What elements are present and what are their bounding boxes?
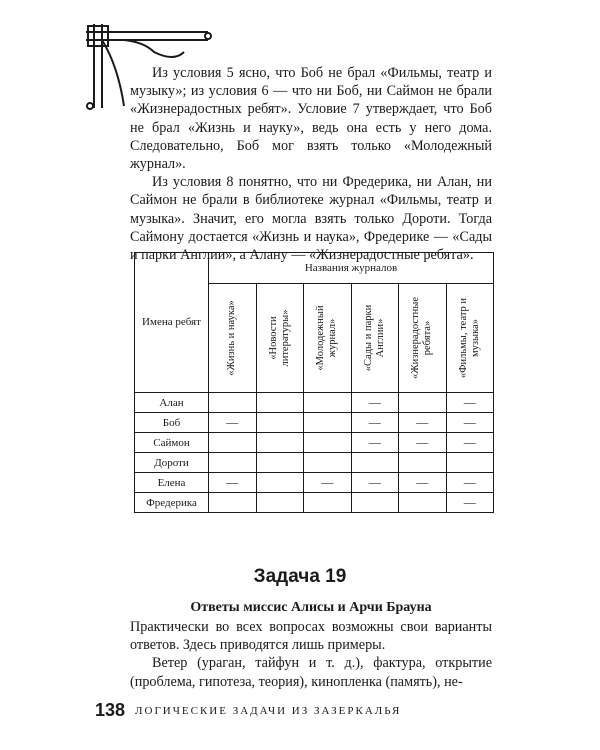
table-cell: [209, 433, 257, 453]
table-cell: [256, 393, 304, 413]
column-header: [304, 284, 352, 393]
table-cell: —: [351, 433, 399, 453]
row-name: Боб: [135, 413, 209, 433]
table-cell: [256, 433, 304, 453]
table-cell: —: [209, 413, 257, 433]
column-header-label: «Молодежный журнал»: [315, 305, 339, 371]
table-cell: —: [209, 473, 257, 493]
row-name: Алан: [135, 393, 209, 413]
table-cell: [256, 473, 304, 493]
table-row: [135, 453, 494, 473]
column-header-label: «Сады и парки Англии»: [362, 304, 386, 372]
page-footer: [95, 700, 401, 721]
column-header: [256, 284, 304, 393]
table-cell: [256, 453, 304, 473]
table-cell: —: [351, 393, 399, 413]
table-cell: —: [446, 433, 494, 453]
table-cell: [351, 453, 399, 473]
table-cell: [209, 393, 257, 413]
table-row: [135, 413, 494, 433]
table-cell: —: [446, 413, 494, 433]
column-header: [209, 284, 257, 393]
task-title: Задача 19: [253, 566, 347, 587]
table-cell: —: [351, 413, 399, 433]
column-header-label: «Новости литературы»: [267, 309, 291, 367]
paragraph: Из условия 8 понятно, что ни Фредерика, ни Алан, ни Саймон не брали в библиотеке журнал «Фильмы, театр и музыка». Значит, его могла взять только Дороти. Тогда Саймону достается «Жизнь и наука», Фредерике — «Сады и парки Англии», а Алану — «Жизнерадостные ребята».: [130, 174, 492, 264]
paragraph: Практически во всех вопросах возможны свои варианты ответов. Здесь приводятся лишь примеры.: [130, 619, 492, 654]
table-cell: —: [351, 473, 399, 493]
table-cell: [256, 413, 304, 433]
table-row: [135, 473, 494, 493]
table-cell: —: [446, 473, 494, 493]
table-cell: —: [446, 393, 494, 413]
magazines-header: Названия журналов: [209, 253, 494, 284]
column-header: [446, 284, 494, 393]
column-header: [399, 284, 447, 393]
table-cell: [304, 433, 352, 453]
table-cell: —: [399, 433, 447, 453]
table-row: [135, 433, 494, 453]
table-cell: [304, 393, 352, 413]
paragraph: Ветер (ураган, тайфун и т. д.), фактура, открытие (проблема, гипотеза, теория), кинопленка (память), не-: [130, 655, 492, 690]
table-cell: —: [446, 493, 494, 513]
table-cell: —: [399, 413, 447, 433]
column-header-label: «Жизнерадостные ребята»: [410, 296, 434, 380]
solution-text: [130, 64, 492, 264]
table-cell: —: [304, 473, 352, 493]
table-cell: [399, 453, 447, 473]
table-cell: [304, 453, 352, 473]
row-name: Фредерика: [135, 493, 209, 513]
table-row: [135, 493, 494, 513]
running-head: ЛОГИЧЕСКИЕ ЗАДАЧИ ИЗ ЗАЗЕРКАЛЬЯ: [135, 705, 402, 717]
table-cell: [399, 493, 447, 513]
column-header-label: «Жизнь и наука»: [226, 300, 238, 376]
table-cell: [304, 493, 352, 513]
table-cell: [256, 493, 304, 513]
page-number: 138: [95, 700, 126, 720]
row-name: Дороти: [135, 453, 209, 473]
section-title: Ответы миссис Алисы и Арчи Брауна: [190, 600, 432, 615]
column-header: [351, 284, 399, 393]
table-cell: —: [399, 473, 447, 493]
logic-grid-table: [134, 252, 494, 513]
table-cell: [351, 493, 399, 513]
answers-text: [130, 618, 492, 691]
table-cell: [399, 393, 447, 413]
row-name: Саймон: [135, 433, 209, 453]
table-cell: [209, 493, 257, 513]
table-cell: [304, 413, 352, 433]
table-cell: [209, 453, 257, 473]
table-row: [135, 393, 494, 413]
names-header: Имена ребят: [135, 253, 209, 393]
paragraph: Из условия 5 ясно, что Боб не брал «Фильмы, театр и музыку»; из условия 6 — что ни Боб, ни Саймон не брали «Жизнерадостных ребят». Условие 7 утверждает, что Боб не брал «Жизнь и науку», ведь она есть у него дома. Следовательно, Боб мог взять только «Молодежный журнал».: [130, 65, 492, 173]
table-cell: [446, 453, 494, 473]
column-header-label: «Фильмы, театр и музыка»: [457, 297, 481, 379]
row-name: Елена: [135, 473, 209, 493]
